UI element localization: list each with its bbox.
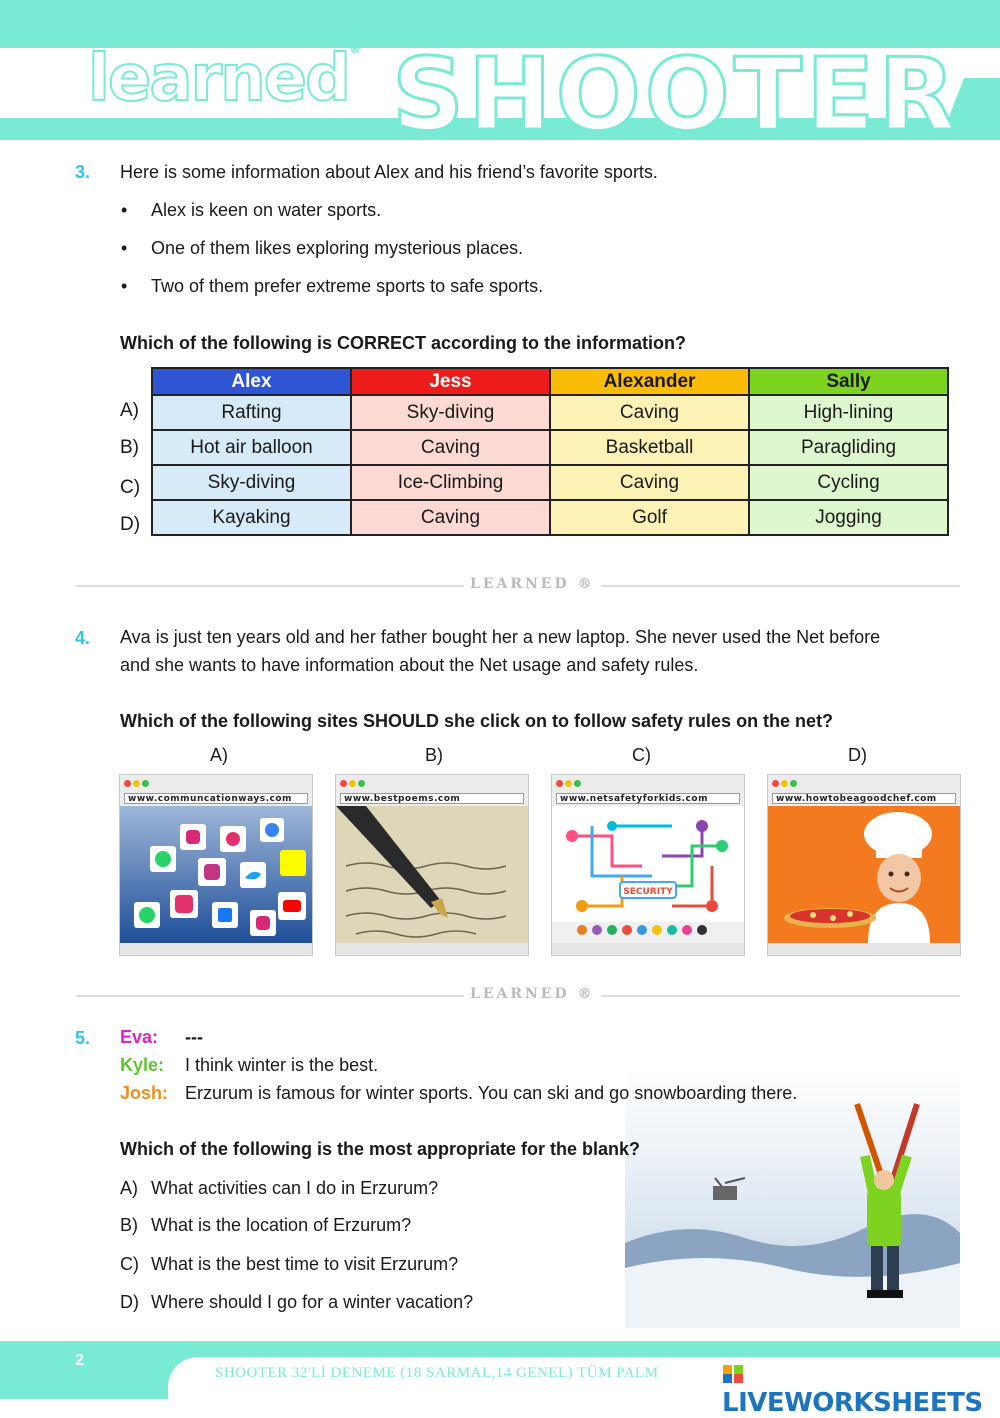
brand-registered-mark: ® [348, 42, 359, 56]
page-title: SHOOTER [392, 36, 960, 153]
table-cell: Ice-Climbing [351, 465, 550, 500]
speaker-eva: Eva: [120, 1027, 159, 1047]
table-cell: Paragliding [749, 430, 948, 465]
bullet-mark: • [121, 238, 128, 258]
question-3-bullet: Alex is keen on water sports. [151, 200, 382, 220]
option-label-a[interactable]: A) [120, 400, 139, 421]
table-cell: Caving [550, 465, 749, 500]
close-dot-icon [340, 780, 347, 787]
question-5-prompt: Which of the following is the most appropriate for the blank? [120, 1139, 641, 1159]
table-cell: Cycling [749, 465, 948, 500]
table-row[interactable] [152, 465, 948, 500]
question-3-bullet: Two of them prefer extreme sports to safe sports. [151, 276, 544, 296]
skier-photo [625, 1068, 960, 1328]
browser-footer [120, 943, 312, 955]
page-number: 2 [75, 1352, 84, 1369]
question-4-prompt: Which of the following sites SHOULD she click on to follow safety rules on the net? [120, 711, 834, 731]
child-chef-pizza-image [768, 806, 960, 943]
question-3-prompt: Which of the following is CORRECT according to the information? [120, 333, 686, 353]
speaker-kyle: Kyle: [120, 1055, 165, 1075]
choice-text-a[interactable]: What activities can I do in Erzurum? [151, 1178, 439, 1198]
minimize-dot-icon [565, 780, 572, 787]
choice-letter-d[interactable]: D) [120, 1292, 139, 1312]
choice-letter-c[interactable]: C) [120, 1254, 139, 1274]
minimize-dot-icon [781, 780, 788, 787]
table-cell: Sky-diving [351, 395, 550, 430]
brand-logo [88, 42, 359, 116]
liveworksheets-grid-icon [722, 1365, 744, 1383]
maximize-dot-icon [574, 780, 581, 787]
website-card-b[interactable] [335, 774, 529, 956]
question-3-number: 3. [75, 162, 91, 182]
question-4-intro-line1: Ava is just ten years old and her father bought her a new laptop. She never used the Net before [120, 627, 881, 647]
brand-logo-text: learned [88, 42, 349, 116]
maximize-dot-icon [358, 780, 365, 787]
table-header-alex: Alex [152, 368, 351, 395]
dialogue-line-kyle: I think winter is the best. [185, 1055, 379, 1075]
url-bar: www.howtobeagoodchef.com [772, 793, 956, 804]
choice-text-d[interactable]: Where should I go for a winter vacation? [151, 1292, 474, 1312]
divider-label: LEARNED ® [464, 986, 601, 1002]
question-4-number: 4. [75, 628, 91, 648]
close-dot-icon [556, 780, 563, 787]
website-card-a[interactable] [119, 774, 313, 956]
choice-letter-b[interactable]: B) [120, 1215, 138, 1235]
browser-footer [768, 943, 960, 955]
card-letter-a[interactable]: A) [210, 745, 228, 765]
liveworksheets-logo[interactable] [718, 1358, 1000, 1418]
table-cell: Caving [351, 500, 550, 535]
bullet-mark: • [121, 276, 128, 296]
choice-text-b[interactable]: What is the location of Erzurum? [151, 1215, 412, 1235]
bullet-mark: • [121, 200, 128, 220]
option-label-d[interactable]: D) [120, 514, 141, 535]
table-cell: Hot air balloon [152, 430, 351, 465]
website-card-d[interactable] [767, 774, 961, 956]
table-cell: High-lining [749, 395, 948, 430]
table-cell: Caving [550, 395, 749, 430]
dialogue-line-josh: Erzurum is famous for winter sports. You can ski and go snowboarding there. [185, 1083, 798, 1103]
social-media-cubes-image [120, 806, 312, 943]
card-letter-c[interactable]: C) [632, 745, 651, 765]
question-5-number: 5. [75, 1028, 91, 1048]
table-cell: Kayaking [152, 500, 351, 535]
table-cell: Rafting [152, 395, 351, 430]
option-label-b[interactable]: B) [120, 437, 139, 458]
url-bar: www.netsafetyforkids.com [556, 793, 740, 804]
table-cell: Jogging [749, 500, 948, 535]
maximize-dot-icon [142, 780, 149, 787]
option-label-c[interactable]: C) [120, 477, 141, 498]
security-network-image [552, 806, 744, 943]
question-3-intro: Here is some information about Alex and his friend’s favorite sports. [120, 162, 658, 182]
table-row[interactable] [152, 430, 948, 465]
card-letter-d[interactable]: D) [848, 745, 867, 765]
table-header-sally: Sally [749, 368, 948, 395]
table-row[interactable] [152, 395, 948, 430]
question-3-bullet: One of them likes exploring mysterious places. [151, 238, 524, 258]
table-cell: Caving [351, 430, 550, 465]
liveworksheets-text: LIVEWORKSHEETS [722, 1388, 983, 1418]
minimize-dot-icon [133, 780, 140, 787]
fountain-pen-letter-image [336, 806, 528, 943]
browser-footer [336, 943, 528, 955]
dialogue-blank: --- [185, 1027, 203, 1047]
divider-label: LEARNED ® [464, 576, 601, 592]
table-cell: Basketball [550, 430, 749, 465]
url-bar: www.communcationways.com [124, 793, 308, 804]
table-cell: Sky-diving [152, 465, 351, 500]
sports-table [151, 367, 949, 536]
question-4-intro-line2: and she wants to have information about the Net usage and safety rules. [120, 655, 699, 675]
table-header-jess: Jess [351, 368, 550, 395]
footer-text: SHOOTER 32'Lİ DENEME (18 SARMAL,14 GENEL) TÜM PALM [215, 1365, 659, 1381]
table-cell: Golf [550, 500, 749, 535]
choice-letter-a[interactable]: A) [120, 1178, 138, 1198]
maximize-dot-icon [790, 780, 797, 787]
card-letter-b[interactable]: B) [425, 745, 443, 765]
website-card-c[interactable] [551, 774, 745, 956]
table-header-row [152, 368, 948, 395]
url-bar: www.bestpoems.com [340, 793, 524, 804]
minimize-dot-icon [349, 780, 356, 787]
table-header-alexander: Alexander [550, 368, 749, 395]
browser-footer [552, 943, 744, 955]
choice-text-c[interactable]: What is the best time to visit Erzurum? [151, 1254, 459, 1274]
close-dot-icon [772, 780, 779, 787]
table-row[interactable] [152, 500, 948, 535]
speaker-josh: Josh: [120, 1083, 169, 1103]
svg-text:SECURITY: SECURITY [623, 887, 673, 897]
close-dot-icon [124, 780, 131, 787]
